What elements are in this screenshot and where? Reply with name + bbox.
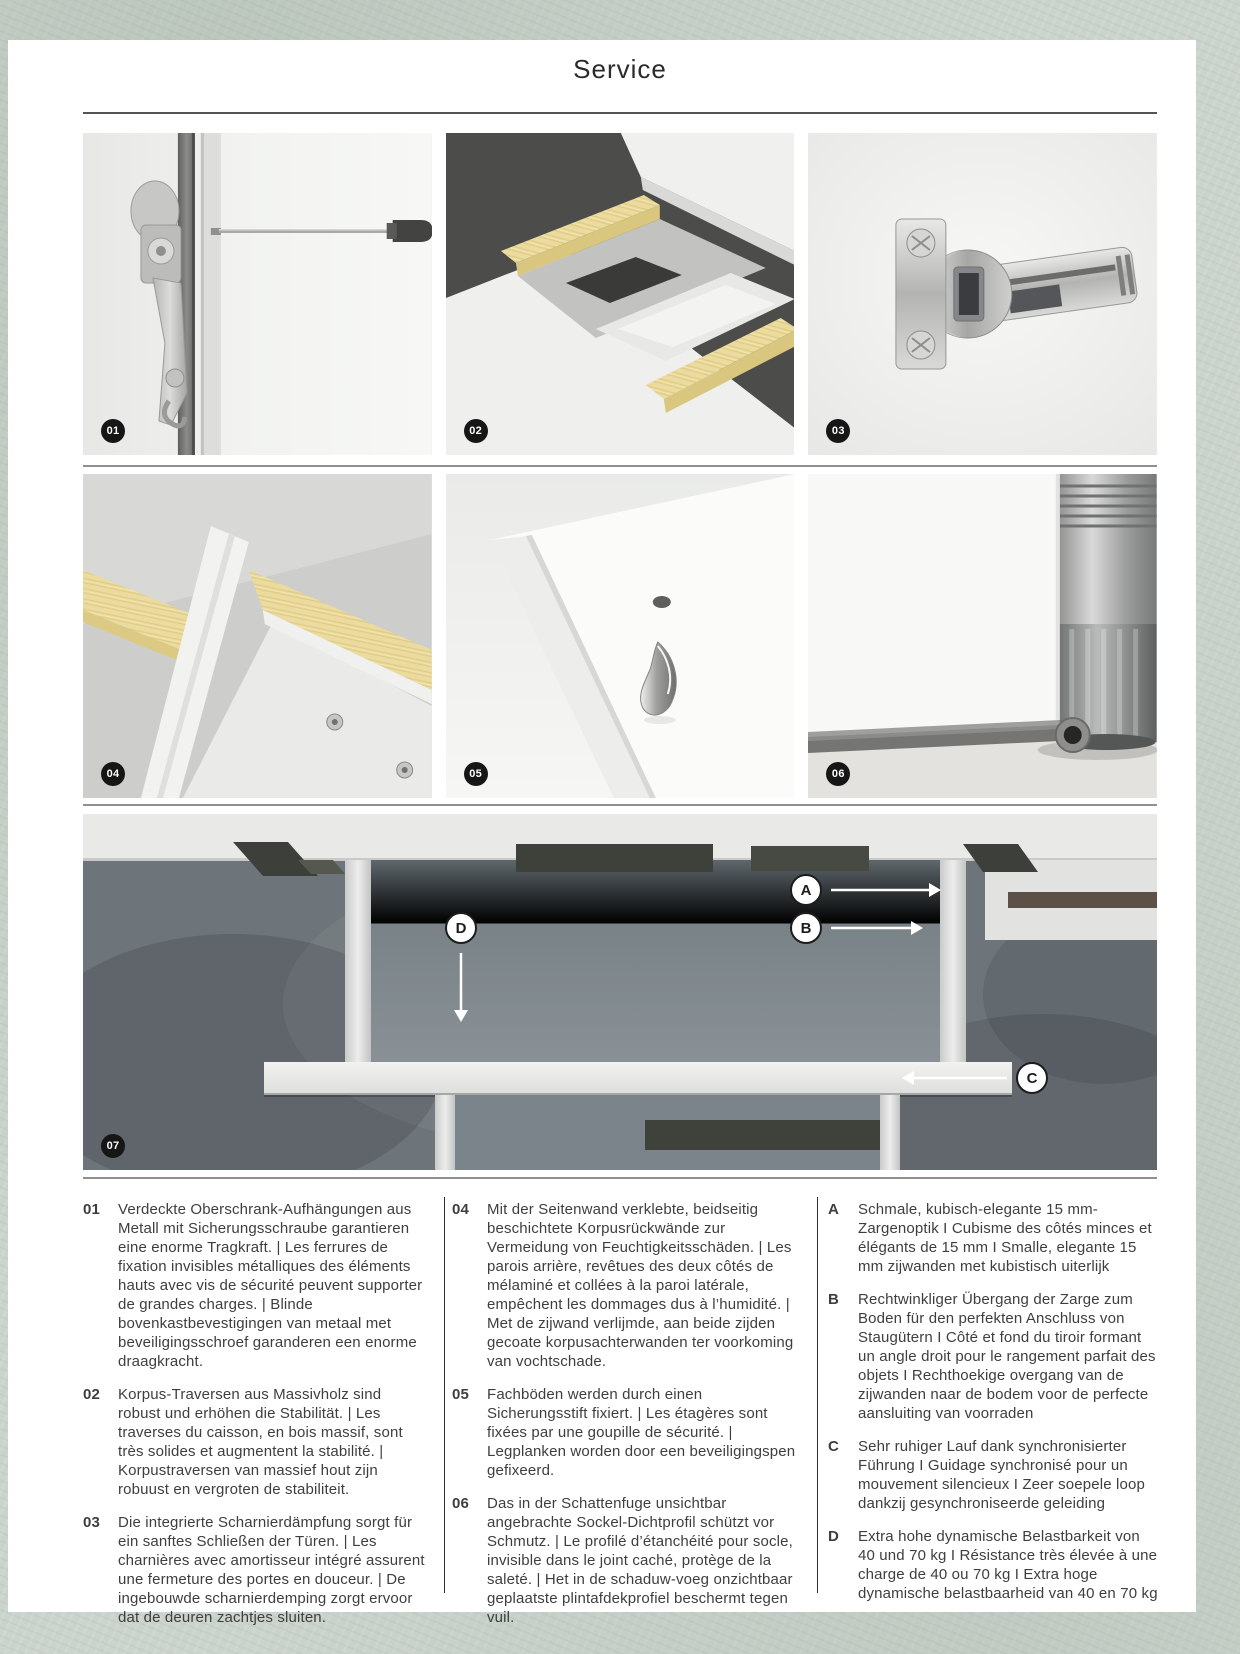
figure-badge-04: 04 (101, 762, 125, 786)
plinth-seal-illustration (808, 474, 1157, 798)
photo-grid-row-1 (83, 133, 1157, 455)
hinge-illustration (808, 133, 1157, 455)
catalog-page (8, 40, 1196, 1626)
note-number: 03 (83, 1514, 100, 1531)
note-letter: B (828, 1291, 839, 1308)
note-item-c (828, 1437, 1158, 1513)
notes-column-divider-2 (817, 1197, 818, 1593)
callout-c-label: C (1026, 1070, 1038, 1087)
note-item-01 (83, 1200, 425, 1371)
note-text: Mit der Seitenwand verklebte, beidseitig beschichtete Korpusrückwände zur Vermeidung von Feuchtigkeitsschäden. | Les parois arrière, revêtues des deux côtés de mélaminé et collées à la paroi latérale, empêchent les dommages dus à l’humidité. | Met de zijwand verlijmde, aan beide zijden gecoate korpusachterwanden ter voorkoming van vochtschade. (487, 1201, 794, 1370)
callout-b-label: B (800, 920, 812, 937)
figure-badge-01: 01 (101, 419, 125, 443)
callout-a-label: A (800, 882, 812, 899)
note-letter: D (828, 1528, 839, 1545)
cabinet-hanger-illustration (83, 133, 432, 455)
note-text: Rechtwinkliger Übergang der Zarge zum Boden für den perfekten Anschluss von Staugütern I Côté et fond du tiroir formant un angle droit pour le rangement parfait des objets I Rechthoekige overgang van de zijwanden naar de bodem voor de perfecte aansluiting van voorraden (858, 1291, 1156, 1422)
figure-06-plinth-seal-photo (808, 474, 1157, 798)
note-number: 04 (452, 1201, 469, 1218)
note-text: Sehr ruhiger Lauf dank synchronisierter Führung I Guidage synchronisé pour un mouvement silencieux I Zeer soepele loop dankzij gesynchroniseerde geleiding (858, 1438, 1145, 1512)
figure-02-corpus-traverses-photo (446, 133, 795, 455)
notes-column-3 (828, 1200, 1158, 1617)
note-number: 06 (452, 1495, 469, 1512)
drawer-top-view-illustration (83, 814, 1157, 1170)
figure-01-cabinet-hanger-photo (83, 133, 432, 455)
note-text: Extra hohe dynamische Belastbarkeit von 40 und 70 kg I Résistance très élevée à une charge de 40 ou 70 kg I Extra hoge dynamische belastbaarheid van 40 en 70 kg (858, 1528, 1158, 1602)
notes-column-1 (83, 1200, 425, 1641)
note-number: 05 (452, 1386, 469, 1403)
row-divider-2 (83, 804, 1157, 806)
figure-badge-06: 06 (826, 762, 850, 786)
figure-05-shelf-pin-photo (446, 474, 795, 798)
figure-04-back-wall-photo (83, 474, 432, 798)
figure-03-hinge-photo (808, 133, 1157, 455)
note-number: 01 (83, 1201, 100, 1218)
note-letter: A (828, 1201, 839, 1218)
figure-07-drawer-top-view-photo (83, 814, 1157, 1170)
note-text: Verdeckte Oberschrank-Aufhängungen aus Metall mit Sicherungsschraube garantieren eine enorme Tragkraft. | Les ferrures de fixation invisibles métalliques des éléments hauts avec vis de sécurité peuvent supporter de grandes charges. | Blinde bovenkastbevestigingen van metaal met beveiligingsschroef garanderen een enorme draagkracht. (118, 1201, 423, 1370)
row-divider-1 (83, 465, 1157, 467)
note-item-d (828, 1527, 1158, 1603)
notes-column-2 (452, 1200, 804, 1641)
note-text: Korpus-Traversen aus Massivholz sind robust und erhöhen die Stabilität. | Les traverses du caisson, en bois massif, sont très solides et augmentent la stabilité. | Korpustraversen van massief hout zijn robuust en vergroten de stabiliteit. (118, 1386, 403, 1498)
page-title: Service (573, 54, 667, 84)
note-item-03 (83, 1513, 425, 1627)
note-text: Die integrierte Scharnierdämpfung sorgt für ein sanftes Schließen der Türen. | Les charnières avec amortisseur intégré assurent une fermeture des portes en douceur. | De ingebouwde scharnierdemping zorgt ervoor dat de deuren zachtjes sluiten. (118, 1514, 425, 1626)
back-wall-illustration (83, 474, 432, 798)
figure-badge-02: 02 (464, 419, 488, 443)
figure-badge-05: 05 (464, 762, 488, 786)
note-item-02 (83, 1385, 425, 1499)
note-item-05 (452, 1385, 804, 1480)
note-item-a (828, 1200, 1158, 1276)
figure-badge-03: 03 (826, 419, 850, 443)
title-divider (83, 112, 1157, 114)
note-text: Fachböden werden durch einen Sicherungsstift fixiert. | Les étagères sont fixées par une goupille de sécurité. | Legplanken worden door een beveiligingspen gefixeerd. (487, 1386, 796, 1479)
note-number: 02 (83, 1386, 100, 1403)
photo-grid-row-2 (83, 474, 1157, 798)
corpus-traverses-illustration (446, 133, 795, 455)
note-item-b (828, 1290, 1158, 1423)
note-text: Das in der Schattenfuge unsichtbar angebrachte Sockel-Dichtprofil schützt vor Schmutz. | Le profilé d’étanchéité pour socle, invisible dans le joint caché, protège de la saleté. | Het in de schaduw-voeg onzichtbaar geplaatste plintafdekprofiel beschermt tegen vuil. (487, 1495, 793, 1626)
note-item-06 (452, 1494, 804, 1627)
callout-d-label: D (455, 920, 467, 937)
figure-badge-07: 07 (101, 1134, 125, 1158)
note-letter: C (828, 1438, 839, 1455)
hero-divider (83, 1177, 1157, 1179)
note-item-04 (452, 1200, 804, 1371)
note-text: Schmale, kubisch-elegante 15 mm-Zargenoptik I Cubisme des côtés minces et élégants de 15 mm I Smalle, elegante 15 mm zijwanden met kubistisch uiterlijk (858, 1201, 1152, 1275)
notes-column-divider-1 (444, 1197, 445, 1593)
shelf-pin-illustration (446, 474, 795, 798)
